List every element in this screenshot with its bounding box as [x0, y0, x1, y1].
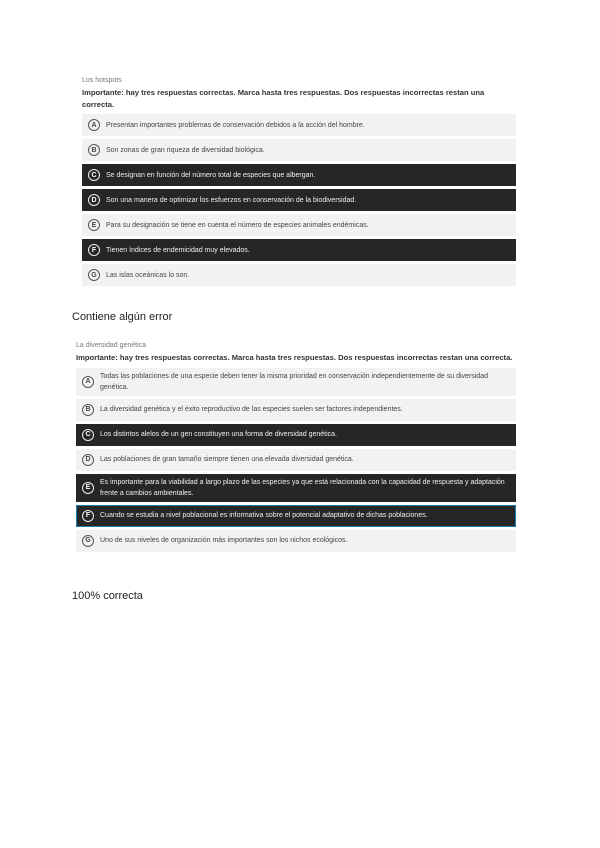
option-text: Todas las poblaciones de una especie deben tener la misma prioridad en conservación independientemente de su diversidad genética. — [100, 372, 488, 391]
option-text: Es importante para la viabilidad a largo plazo de las especies ya que está relacionada con la capacidad de respuesta y adaptación frente a cambios ambientales. — [100, 478, 505, 497]
option-f[interactable] — [76, 505, 516, 527]
option-a[interactable] — [82, 114, 516, 136]
option-b[interactable] — [82, 139, 516, 161]
option-c[interactable] — [76, 424, 516, 446]
option-d[interactable] — [82, 189, 516, 211]
option-text: Las poblaciones de gran tamaño siempre tienen una elevada diversidad genética. — [100, 456, 354, 463]
option-letter: B — [88, 144, 100, 156]
option-f[interactable] — [82, 239, 516, 261]
question-instructions: Importante: hay tres respuestas correctas. Marca hasta tres respuestas. Dos respuestas incorrectas restan una correcta. — [82, 88, 485, 109]
option-letter: A — [88, 119, 100, 131]
option-a[interactable] — [76, 368, 516, 396]
option-letter: E — [82, 482, 94, 494]
option-text: Se designan en función del número total de especies que albergan. — [106, 171, 316, 179]
option-letter: D — [88, 194, 100, 206]
option-text: Cuando se estudia a nivel poblacional es informativa sobre el potencial adaptativo de dichas poblaciones. — [100, 512, 428, 519]
question-title: Los hotspots — [82, 77, 122, 84]
option-text: La diversidad genética y el éxito reproductivo de las especies suelen ser factores independientes. — [100, 406, 403, 413]
option-text: Uno de sus niveles de organización más importantes son los nichos ecológicos. — [100, 537, 348, 544]
option-text: Presentan importantes problemas de conservación debidos a la acción del hombre. — [106, 121, 365, 129]
question-block-2 — [76, 342, 516, 552]
option-d[interactable] — [76, 449, 516, 471]
option-text: Tienen índices de endemicidad muy elevados. — [106, 246, 250, 254]
option-e[interactable] — [82, 214, 516, 236]
option-letter: A — [82, 376, 94, 388]
option-text: Son una manera de optimizar los esfuerzos en conservación de la biodiversidad. — [106, 196, 357, 204]
option-letter: F — [82, 510, 94, 522]
option-text: Las islas oceánicas lo son. — [106, 271, 190, 279]
option-letter: D — [82, 454, 94, 466]
option-c[interactable] — [82, 164, 516, 186]
option-text: Para su designación se tiene en cuenta el número de especies animales endémicas. — [106, 221, 369, 229]
option-text: Son zonas de gran riqueza de diversidad biológica. — [106, 146, 265, 154]
option-g[interactable] — [82, 264, 516, 286]
result-label-1: Contiene algún error — [72, 311, 173, 323]
option-letter: G — [88, 269, 100, 281]
options-list — [82, 114, 516, 286]
option-letter: G — [82, 535, 94, 547]
option-b[interactable] — [76, 399, 516, 421]
option-letter: B — [82, 404, 94, 416]
options-list — [76, 368, 516, 552]
option-e[interactable] — [76, 474, 516, 502]
question-block-1 — [82, 77, 516, 286]
option-letter: E — [88, 219, 100, 231]
option-letter: C — [82, 429, 94, 441]
question-instructions: Importante: hay tres respuestas correctas. Marca hasta tres respuestas. Dos respuestas incorrectas restan una correcta. — [76, 353, 513, 362]
result-label-2: 100% correcta — [72, 590, 143, 602]
question-title: La diversidad genética — [76, 342, 147, 349]
option-text: Los distintos alelos de un gen constituyen una forma de diversidad genética. — [100, 431, 337, 438]
option-letter: F — [88, 244, 100, 256]
option-g[interactable] — [76, 530, 516, 552]
option-letter: C — [88, 169, 100, 181]
